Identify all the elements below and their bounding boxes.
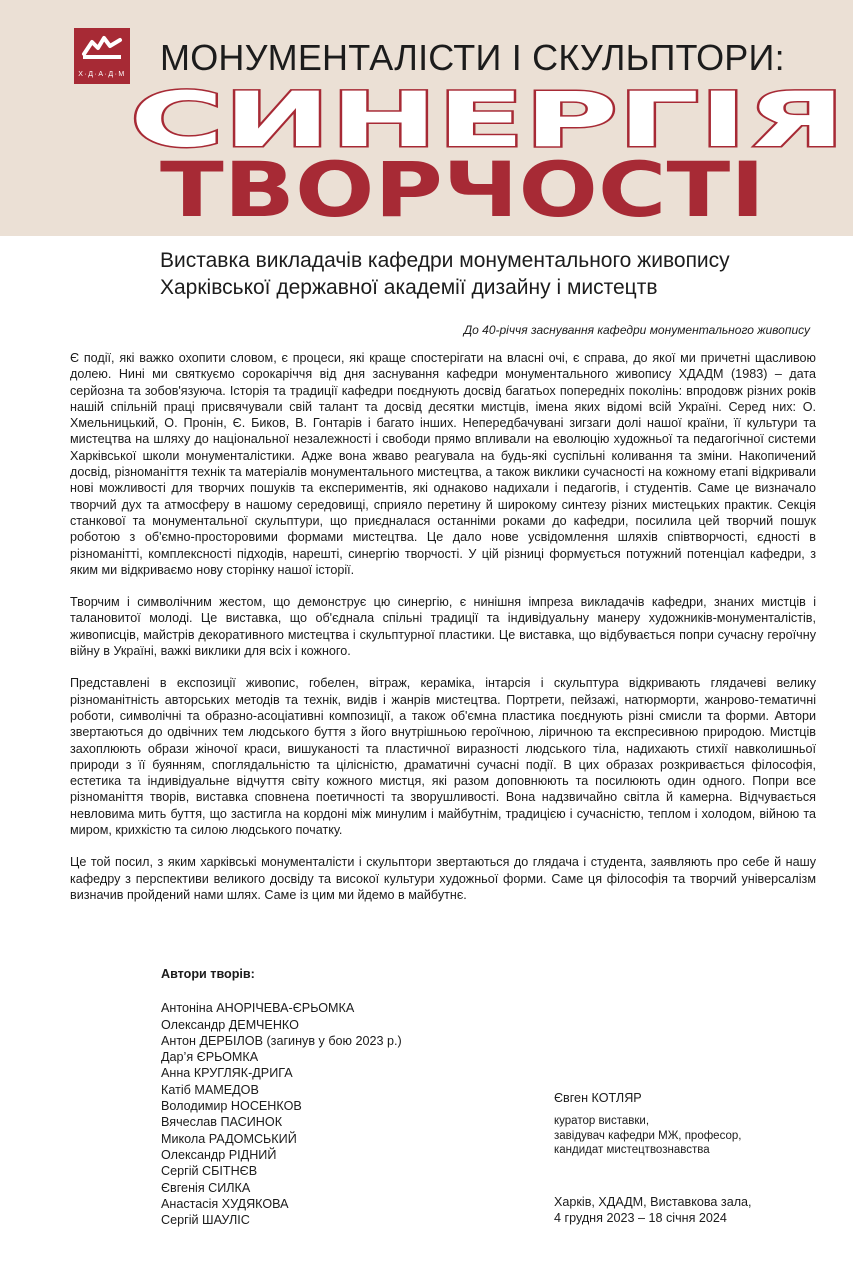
paragraph: Є події, які важко охопити словом, є процеси, які краще спостерігати на власні очі, є справа, до якої ми причетні щасливою долею. Нині ми святкуємо сорокаріччя від дня заснування кафедри монументального живопису ХДАДМ (1983) – дата серйозна та зобов'язуюча. Історія та традиції кафедри поєднують досвід багатьох попередніх поколінь: впродовж різних років нашій спільній праці присвячували свій талант та досвід десятки мистців, імена яких відомі всій Україні. Серед них: О. Хмельницький, О. Пронін, Є. Биков, В. Гонтарів і багато інших. Непередбачувані зигзаги долі нашої країни, її культури та мистецтва на шляху до національної незалежності і свободи прямо впливали на еволюцію художньої та педагогічної системи Харківської школи монументалістики. Адже вона жваво реагувала на будь-які суспільні коливання та зміни. Накопичений досвід, різноманіття технік та матеріалів монументального мистецтва, а також виклики сучасності на кожному етапі відкривали нові можливості для творчих пошуків та експериментів, які однаково надихали і педагогів, і студентів. Саме це визначало творчий дух та атмосферу в нашому середовищі, сприяло перетину й широкому синтезу різних мистецьких практик. Секція станкової та монументальної скульптури, що приєдналася останніми роками до кафедри, посилила цей творчий пошук роботою з об'ємно-просторовими формами мистецтва. Це дало нове усвідомлення шляхів співтворчості, єдності в різноманітті, комплексності підходів, нарешті, синергію творчості. У цій різниці формується потужний потенціал кафедри, з яким ми відкриваємо нову сторінку нашої історії. — [70, 351, 816, 577]
authors-heading: Автори творів: — [161, 967, 255, 981]
author-name: Сергій СБІТНЄВ — [161, 1164, 258, 1179]
curator-block — [554, 1090, 844, 1158]
paragraph: Це той посил, з яким харківські монументалісти і скульптори звертаються до глядача і студента, заявляють про себе й нашу кафедру з перспективи великого досвіду та високої культури художньої форми. Саме ця філософія та творчий універсалізм визначив пройдений нами шлях. Саме із цим ми йдемо в майбутнє. — [70, 855, 816, 902]
title-line-1: МОНУМЕНТАЛІСТИ І СКУЛЬПТОРИ: — [160, 37, 785, 78]
title-line-2: СИНЕРГІЯ — [130, 84, 845, 164]
curator-role-line: завідувач кафедри МЖ, професор, — [554, 1129, 742, 1142]
author-name: Антоніна АНОРІЧЕВА-ЄРЬОМКА — [161, 1001, 355, 1016]
author-name: Сергій ШАУЛІС — [161, 1213, 250, 1228]
subtitle-line-1: Виставка викладачів кафедри монументального живопису — [160, 249, 730, 272]
curator-role — [554, 1114, 844, 1158]
author-name: Катіб МАМЕДОВ — [161, 1082, 259, 1097]
dedication: До 40-річчя заснування кафедри монументального живопису — [463, 323, 810, 337]
venue-dates: 4 грудня 2023 – 18 січня 2024 — [554, 1211, 727, 1226]
venue-location: Харків, ХДАДМ, Виставкова зала, — [554, 1195, 752, 1209]
title-line-3: ТВОРЧОСТІ — [160, 145, 765, 234]
logo-mark-icon — [74, 28, 130, 68]
curator-role-line: кандидат мистецтвознавства — [554, 1144, 710, 1156]
author-name: Антон ДЕРБІЛОВ (загинув у бою 2023 р.) — [161, 1033, 402, 1048]
author-name: Дар’я ЄРЬОМКА — [161, 1050, 259, 1065]
venue-block — [554, 1194, 844, 1227]
author-name: Микола РАДОМСЬКИЙ — [161, 1131, 297, 1146]
author-name: Олександр ДЕМЧЕНКО — [161, 1017, 299, 1032]
curator-role-line: куратор виставки, — [554, 1115, 650, 1127]
author-name: Вячеслав ПАСИНОК — [161, 1115, 283, 1130]
big-title — [130, 84, 850, 234]
logo-text: Х·Д·А·Д·М — [78, 71, 126, 78]
curator-name: Євген КОТЛЯР — [554, 1091, 642, 1105]
paragraph: Творчим і символічним жестом, що демонструє цю синергію, є нинішня імпреза викладачів кафедри, знаних мистців і талановитої молоді. Це виставка, що об'єднала спільні традиції та індивідуальну манеру художників-монументалістів, живописців, майстрів декоративного мистецтва і скульптурної пластики. Це виставка, що відбувається попри сучасну героїчну війну в Україні, важкі виклики для всіх і кожного. — [70, 595, 816, 659]
authors-block — [161, 966, 521, 1228]
author-name: Євгенія СИЛКА — [161, 1180, 251, 1195]
paragraph: Представлені в експозиції живопис, гобелен, вітраж, кераміка, інтарсія і скульптура відкривають глядачеві велику різноманітність авторських методів та технік, видів і жанрів мистецтва. Портрети, пейзажі, натюрморти, жанрово-тематичні роботи, символічні та образно-асоціативні композиції, а також об'ємна пластика поєднують різні смисли та форми. Автори звертаються до одвічних тем людського буття з його внутрішньою героїчною, ліричною та експресивною природою. Мистців захоплюють образи жіночої краси, вишуканості та пластичної виразності людського тіла, надихають стихії навколишньої природи з її буянням, споглядальністю та цілісністю, драматичні сучасні події. В цих образах розкривається філософія, естетика та індивідуальне відчуття світу кожного мистця, які разом доповнюють та посилюють один одного. Попри все різноманіття творів, виставка сповнена поетичності та зворушливості. Вона надзвичайно світла й камерна. Відчувається невловима мить буття, що застигла на кордоні між минулим і майбутнім, традицією і сучасністю, теплом і холодом, війною та миром, крихкістю та силою людського початку. — [70, 676, 816, 838]
author-name: Анастасія ХУДЯКОВА — [161, 1196, 289, 1211]
author-name: Олександр РІДНИЙ — [161, 1147, 277, 1162]
exhibition-subtitle — [160, 247, 840, 301]
author-name: Володимир НОСЕНКОВ — [161, 1099, 302, 1114]
author-name: Анна КРУГЛЯК-ДРИГА — [161, 1066, 293, 1081]
header-banner — [0, 0, 853, 236]
body-text — [70, 350, 816, 919]
subtitle-line-2: Харківської державної академії дизайну і мистецтв — [160, 276, 658, 299]
academy-logo — [74, 28, 130, 84]
